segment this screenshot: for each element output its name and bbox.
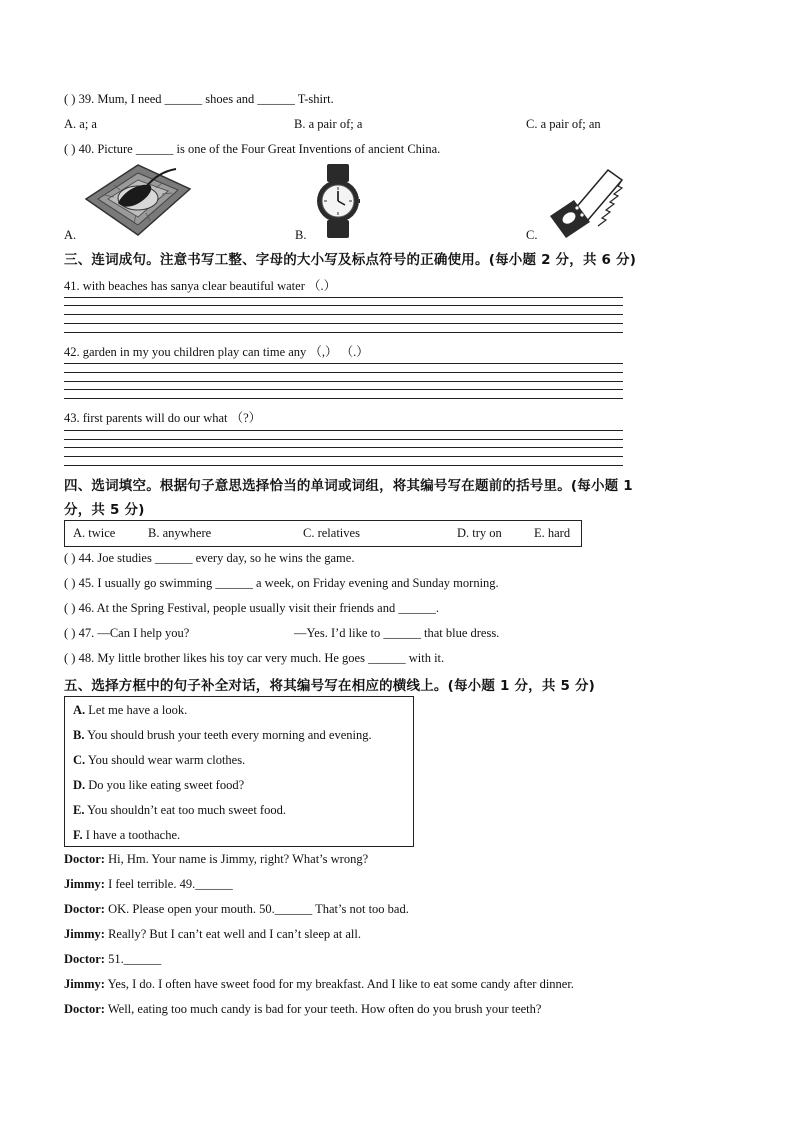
speaker-label: Doctor:: [64, 1002, 105, 1016]
speaker-label: Jimmy:: [64, 927, 105, 941]
question-43: 43. first parents will do our what （?）: [64, 411, 262, 425]
q40-option-c-label: C.: [526, 228, 538, 242]
dialogue-line: Jimmy: I feel terrible. 49.______: [64, 877, 233, 891]
writing-line: [64, 297, 623, 298]
sentence-option-f: F. I have a toothache.: [73, 828, 181, 842]
question-42: 42. garden in my you children play can time any （,） （.）: [64, 345, 369, 359]
writing-line: [64, 389, 623, 390]
writing-line: [64, 381, 623, 382]
q39-option-b: B. a pair of; a: [294, 117, 363, 131]
sentence-option-a: A. Let me have a look.: [73, 703, 188, 717]
question-44: ( ) 44. Joe studies ______ every day, so he wins the game.: [64, 551, 355, 565]
writing-line: [64, 323, 623, 324]
writing-line: [64, 456, 623, 457]
dialogue-line: Doctor: OK. Please open your mouth. 50.______ That’s not too bad.: [64, 902, 409, 916]
speaker-label: Jimmy:: [64, 877, 105, 891]
compass-icon: [84, 163, 192, 237]
writing-line: [64, 465, 623, 466]
writing-line: [64, 305, 623, 306]
question-47-part-1: ( ) 47. —Can I help you?: [64, 626, 190, 640]
watch-icon: [316, 164, 360, 238]
writing-line: [64, 447, 623, 448]
word-option-b: B. anywhere: [148, 526, 212, 540]
word-option-e: E. hard: [534, 526, 571, 540]
sentence-option-e: E. You shouldn’t eat too much sweet food.: [73, 803, 286, 817]
question-48: ( ) 48. My little brother likes his toy car very much. He goes ______ with it.: [64, 651, 445, 665]
sentence-options-box: [64, 696, 414, 847]
dialogue-line: Jimmy: Yes, I do. I often have sweet food for my breakfast. And I like to eat some candy after dinner.: [64, 977, 574, 991]
speaker-label: Doctor:: [64, 852, 105, 866]
speaker-label: Jimmy:: [64, 977, 105, 991]
q40-option-a-label: A.: [64, 228, 77, 242]
section-4-header-line2: 分，共 5 分): [64, 502, 145, 518]
word-option-c: C. relatives: [303, 526, 360, 540]
section-5-header: 五、选择方框中的句子补全对话，将其编号写在相应的横线上。(每小题 1 分，共 5 分): [64, 678, 596, 694]
writing-line: [64, 430, 623, 431]
speaker-label: Doctor:: [64, 952, 105, 966]
dialogue-line: Jimmy: Really? But I can’t eat well and I can’t sleep at all.: [64, 927, 362, 941]
writing-line: [64, 372, 623, 373]
sentence-option-d: D. Do you like eating sweet food?: [73, 778, 245, 792]
q40-option-b-label: B.: [295, 228, 307, 242]
question-41: 41. with beaches has sanya clear beautiful water （.）: [64, 279, 337, 293]
q39-option-c: C. a pair of; an: [526, 117, 601, 131]
question-47-part-2: —Yes. I’d like to ______ that blue dress.: [294, 626, 500, 640]
sentence-option-c: C. You should wear warm clothes.: [73, 753, 246, 767]
dialogue-line: Doctor: Well, eating too much candy is bad for your teeth. How often do you brush your teeth?: [64, 1002, 542, 1016]
question-45: ( ) 45. I usually go swimming ______ a week, on Friday evening and Sunday morning.: [64, 576, 499, 590]
writing-line: [64, 332, 623, 333]
question-39: ( ) 39. Mum, I need ______ shoes and ______ T-shirt.: [64, 92, 334, 106]
writing-line: [64, 398, 623, 399]
question-46: ( ) 46. At the Spring Festival, people usually visit their friends and ______.: [64, 601, 439, 615]
speaker-label: Doctor:: [64, 902, 105, 916]
q39-option-a: A. a; a: [64, 117, 97, 131]
sentence-option-b: B. You should brush your teeth every morning and evening.: [73, 728, 372, 742]
writing-line: [64, 439, 623, 440]
word-option-a: A. twice: [73, 526, 116, 540]
section-3-header: 三、连词成句。注意书写工整、字母的大小写及标点符号的正确使用。(每小题 2 分，共 6 分): [64, 252, 637, 268]
writing-line: [64, 314, 623, 315]
dialogue-line: Doctor: 51.______: [64, 952, 162, 966]
section-4-header-line1: 四、选词填空。根据句子意思选择恰当的单词或词组，将其编号写在题前的括号里。(每小题 1: [64, 478, 633, 494]
word-bank: [64, 520, 582, 547]
question-40: ( ) 40. Picture ______ is one of the Four Great Inventions of ancient China.: [64, 142, 441, 156]
saw-icon: [544, 164, 626, 240]
writing-line: [64, 363, 623, 364]
word-option-d: D. try on: [457, 526, 502, 540]
dialogue-line: Doctor: Hi, Hm. Your name is Jimmy, right? What’s wrong?: [64, 852, 369, 866]
